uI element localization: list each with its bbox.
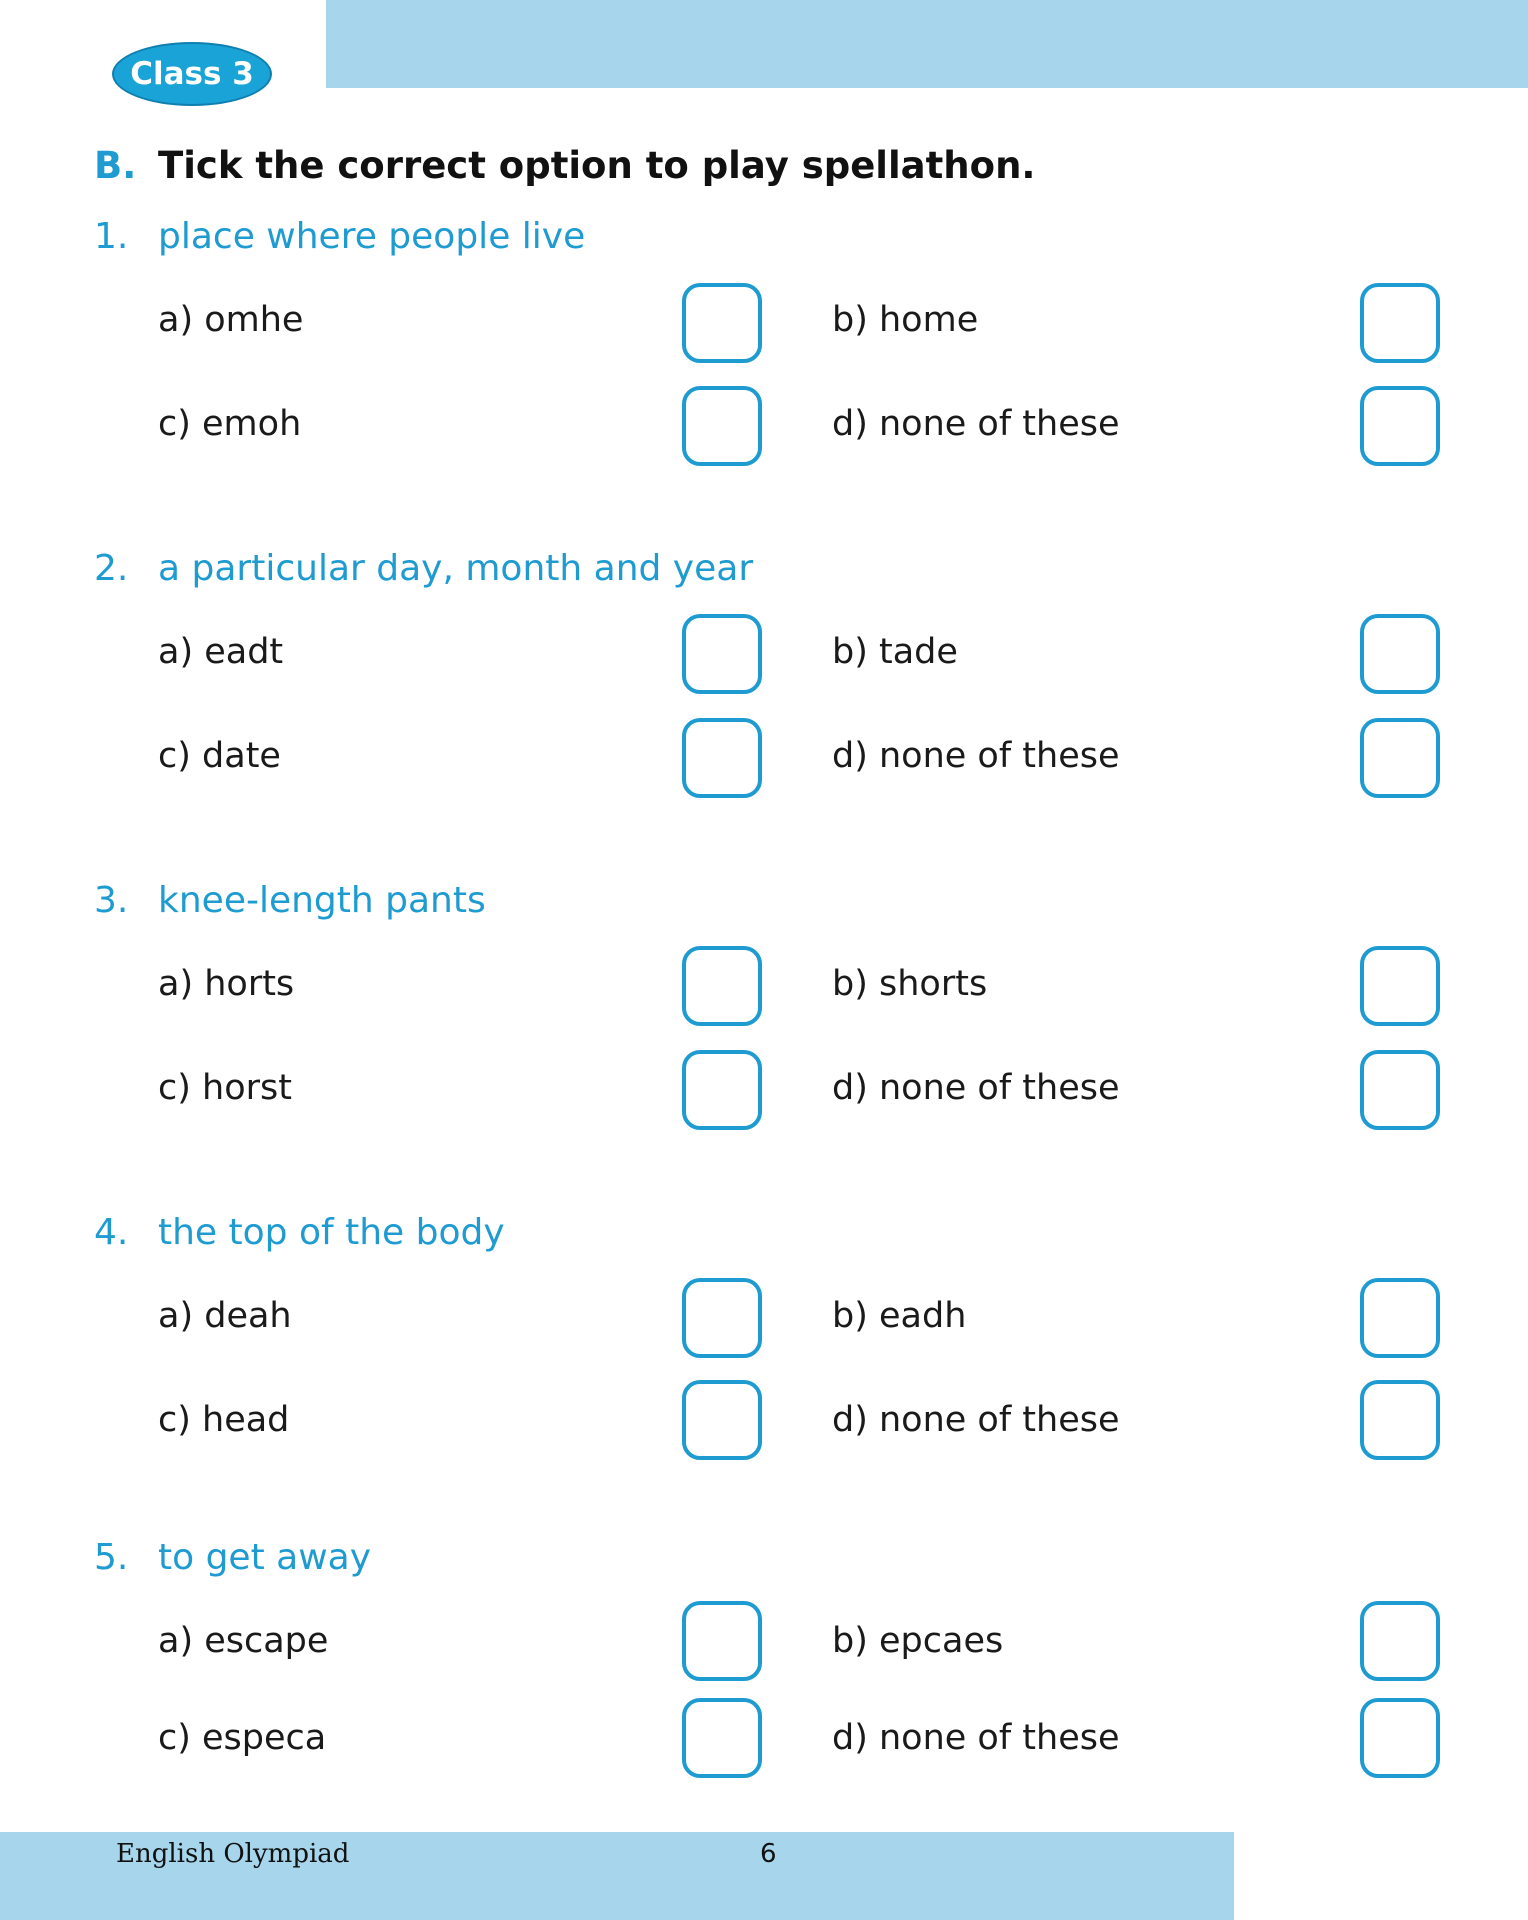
option-c: c) especa bbox=[158, 1718, 327, 1758]
section-title: Tick the correct option to play spellathon. bbox=[158, 144, 1036, 187]
option-d: d) none of these bbox=[832, 404, 1120, 444]
checkbox-d[interactable] bbox=[1360, 1698, 1440, 1778]
option-a: a) omhe bbox=[158, 300, 304, 340]
question-text: to get away bbox=[158, 1537, 372, 1578]
checkbox-b[interactable] bbox=[1360, 283, 1440, 363]
question-number: 2. bbox=[94, 548, 129, 589]
question-text: place where people live bbox=[158, 216, 586, 257]
checkbox-a[interactable] bbox=[682, 1278, 762, 1358]
question-number: 3. bbox=[94, 880, 129, 921]
option-a: a) eadt bbox=[158, 632, 284, 672]
question-number: 1. bbox=[94, 216, 129, 257]
option-d: d) none of these bbox=[832, 1068, 1120, 1108]
question-text: a particular day, month and year bbox=[158, 548, 754, 589]
question-prompt bbox=[94, 1537, 371, 1578]
question-prompt bbox=[94, 880, 486, 921]
checkbox-b[interactable] bbox=[1360, 1278, 1440, 1358]
checkbox-c[interactable] bbox=[682, 1050, 762, 1130]
option-c: c) emoh bbox=[158, 404, 302, 444]
top-header-band bbox=[326, 0, 1528, 88]
checkbox-d[interactable] bbox=[1360, 718, 1440, 798]
question-number: 5. bbox=[94, 1537, 129, 1578]
checkbox-a[interactable] bbox=[682, 614, 762, 694]
checkbox-c[interactable] bbox=[682, 386, 762, 466]
option-d: d) none of these bbox=[832, 736, 1120, 776]
checkbox-b[interactable] bbox=[1360, 614, 1440, 694]
option-d: d) none of these bbox=[832, 1400, 1120, 1440]
option-d: d) none of these bbox=[832, 1718, 1120, 1758]
checkbox-d[interactable] bbox=[1360, 1380, 1440, 1460]
checkbox-b[interactable] bbox=[1360, 1601, 1440, 1681]
checkbox-c[interactable] bbox=[682, 1380, 762, 1460]
option-a: a) horts bbox=[158, 964, 295, 1004]
option-a: a) deah bbox=[158, 1296, 292, 1336]
footer-title: English Olympiad bbox=[116, 1839, 350, 1869]
checkbox-d[interactable] bbox=[1360, 386, 1440, 466]
checkbox-a[interactable] bbox=[682, 283, 762, 363]
option-a: a) escape bbox=[158, 1621, 329, 1661]
question-number: 4. bbox=[94, 1212, 129, 1253]
option-b: b) epcaes bbox=[832, 1621, 1004, 1661]
checkbox-a[interactable] bbox=[682, 946, 762, 1026]
section-heading bbox=[94, 144, 1035, 187]
checkbox-a[interactable] bbox=[682, 1601, 762, 1681]
checkbox-c[interactable] bbox=[682, 718, 762, 798]
option-b: b) home bbox=[832, 300, 979, 340]
checkbox-c[interactable] bbox=[682, 1698, 762, 1778]
option-c: c) head bbox=[158, 1400, 290, 1440]
class-badge: Class 3 bbox=[112, 42, 272, 106]
question-prompt bbox=[94, 548, 753, 589]
page-number: 6 bbox=[760, 1839, 777, 1869]
checkbox-b[interactable] bbox=[1360, 946, 1440, 1026]
option-c: c) date bbox=[158, 736, 281, 776]
section-letter: B. bbox=[94, 144, 137, 187]
checkbox-d[interactable] bbox=[1360, 1050, 1440, 1130]
option-c: c) horst bbox=[158, 1068, 292, 1108]
option-b: b) tade bbox=[832, 632, 958, 672]
option-b: b) eadh bbox=[832, 1296, 967, 1336]
question-prompt bbox=[94, 1212, 505, 1253]
question-text: the top of the body bbox=[158, 1212, 505, 1253]
option-b: b) shorts bbox=[832, 964, 988, 1004]
question-text: knee-length pants bbox=[158, 880, 486, 921]
question-prompt bbox=[94, 216, 585, 257]
